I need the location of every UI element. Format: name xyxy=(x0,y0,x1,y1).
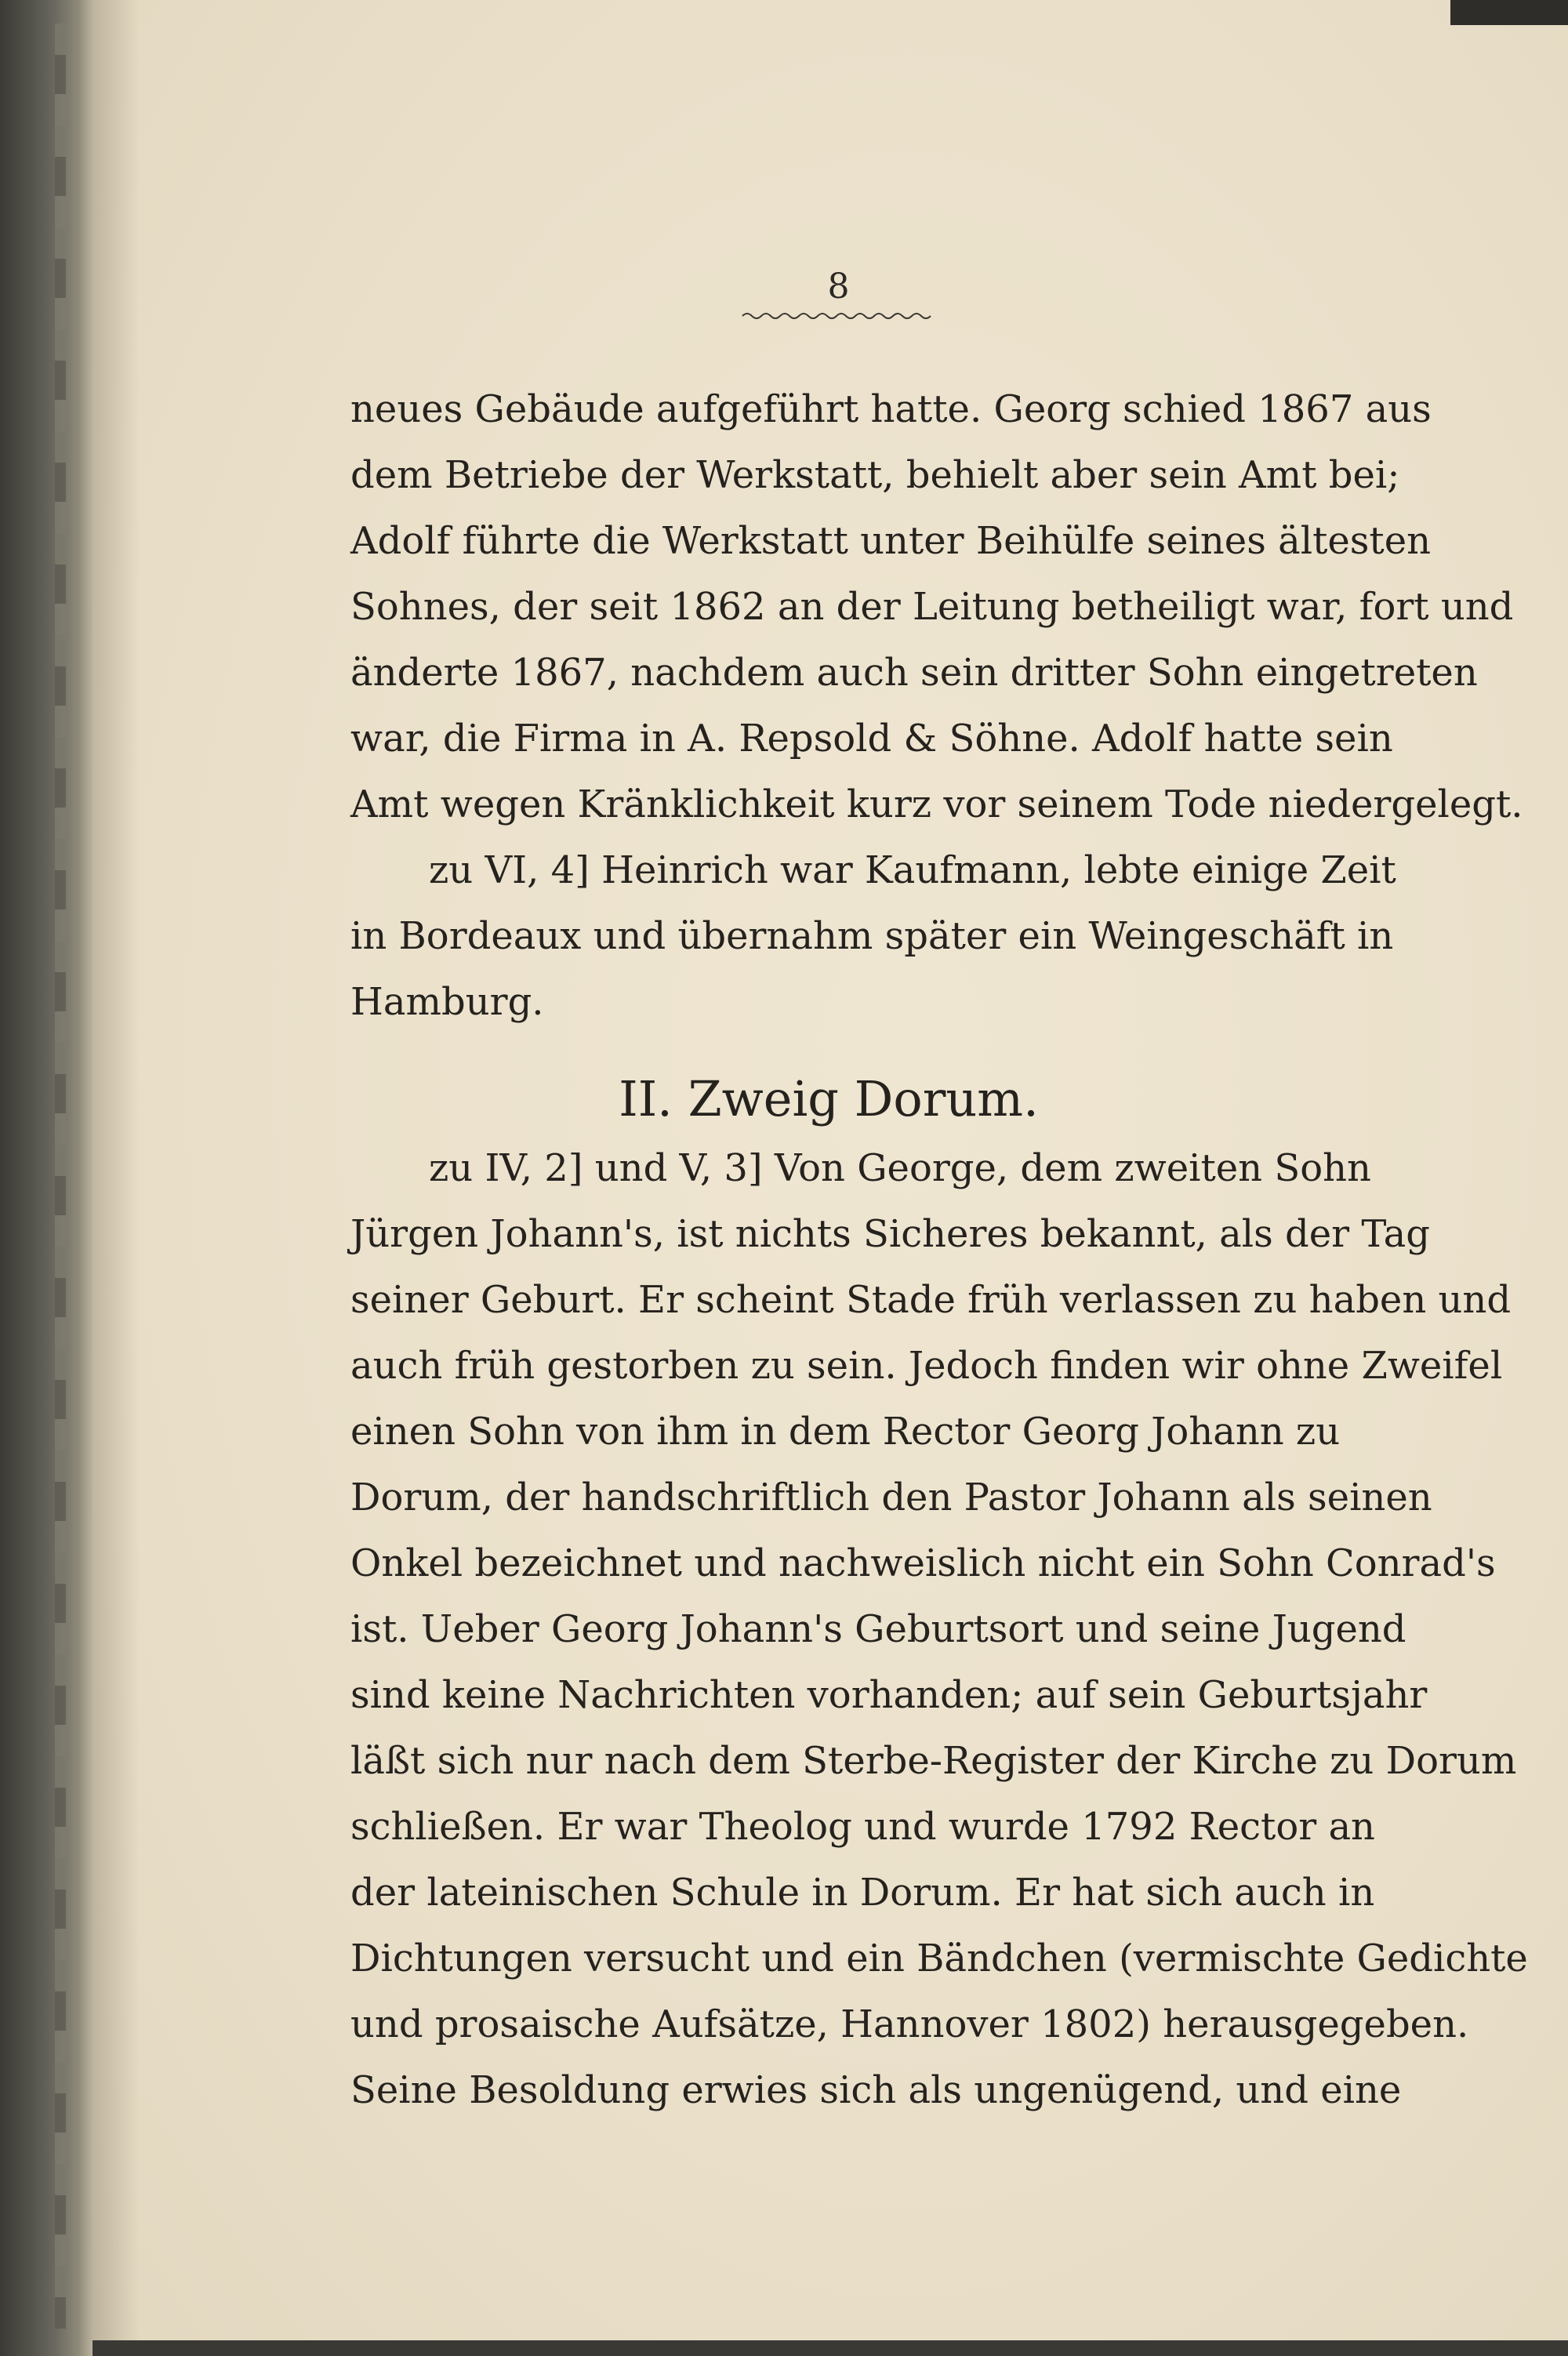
text-line: Seine Besoldung erwies sich als ungenügend, und eine xyxy=(350,2068,1402,2112)
body-text xyxy=(350,376,1528,2123)
text-line: Sohnes, der seit 1862 an der Leitung betheiligt war, fort und xyxy=(350,585,1514,629)
text-line: zu VI, 4] Heinrich war Kaufmann, lebte einige Zeit xyxy=(429,848,1396,892)
wavy-rule-ornament xyxy=(741,310,937,322)
gutter-shadow xyxy=(93,0,140,2356)
text-line: zu IV, 2] und V, 3] Von George, dem zweiten Sohn xyxy=(429,1146,1371,1190)
text-line: und prosaische Aufsätze, Hannover 1802) herausgegeben. xyxy=(350,2002,1469,2046)
binding-edge xyxy=(55,24,66,2329)
text-line: auch früh gestorben zu sein. Jedoch finden wir ohne Zweifel xyxy=(350,1344,1503,1388)
text-line: Adolf führte die Werkstatt unter Beihülfe seines ältesten xyxy=(350,519,1432,563)
text-line: ist. Ueber Georg Johann's Geburtsort und seine Jugend xyxy=(350,1607,1406,1651)
text-line: schließen. Er war Theolog und wurde 1792 Rector an xyxy=(350,1805,1375,1849)
text-line: läßt sich nur nach dem Sterbe-Register der Kirche zu Dorum xyxy=(350,1739,1517,1783)
text-line: sind keine Nachrichten vorhanden; auf sein Geburtsjahr xyxy=(350,1673,1428,1717)
text-line: einen Sohn von ihm in dem Rector Georg Johann zu xyxy=(350,1410,1341,1454)
text-line: Hamburg. xyxy=(350,980,544,1024)
text-line: neues Gebäude aufgeführt hatte. Georg schied 1867 aus xyxy=(350,387,1432,431)
paragraph-heinrich xyxy=(350,837,1396,1035)
text-line: Dichtungen versucht und ein Bändchen (vermischte Gedichte xyxy=(350,1937,1528,1980)
text-line: dem Betriebe der Werkstatt, behielt aber sein Amt bei; xyxy=(350,453,1400,497)
page-corner xyxy=(1450,0,1568,25)
text-line: war, die Firma in A. Repsold & Söhne. Adolf hatte sein xyxy=(350,717,1393,761)
text-line: Amt wegen Kränklichkeit kurz vor seinem Tode niedergelegt. xyxy=(350,782,1523,826)
book-binding xyxy=(0,0,93,2356)
text-line: änderte 1867, nachdem auch sein dritter Sohn eingetreten xyxy=(350,651,1478,695)
text-line: der lateinischen Schule in Dorum. Er hat sich auch in xyxy=(350,1871,1375,1915)
page-number: 8 xyxy=(827,267,851,307)
paragraph-dorum xyxy=(350,1135,1528,2123)
text-line: Jürgen Johann's, ist nichts Sicheres bekannt, als der Tag xyxy=(350,1212,1430,1256)
paragraph-workshop xyxy=(350,376,1523,837)
text-line: seiner Geburt. Er scheint Stade früh verlassen zu haben und xyxy=(350,1278,1512,1322)
text-line: Dorum, der handschriftlich den Pastor Johann als seinen xyxy=(350,1476,1432,1519)
page-header xyxy=(737,267,941,322)
page-bottom-edge xyxy=(93,2340,1568,2356)
section-heading: II. Zweig Dorum. xyxy=(619,1070,1039,1127)
text-line: in Bordeaux und übernahm später ein Weingeschäft in xyxy=(350,914,1394,958)
text-line: Onkel bezeichnet und nachweislich nicht ein Sohn Conrad's xyxy=(350,1541,1496,1585)
